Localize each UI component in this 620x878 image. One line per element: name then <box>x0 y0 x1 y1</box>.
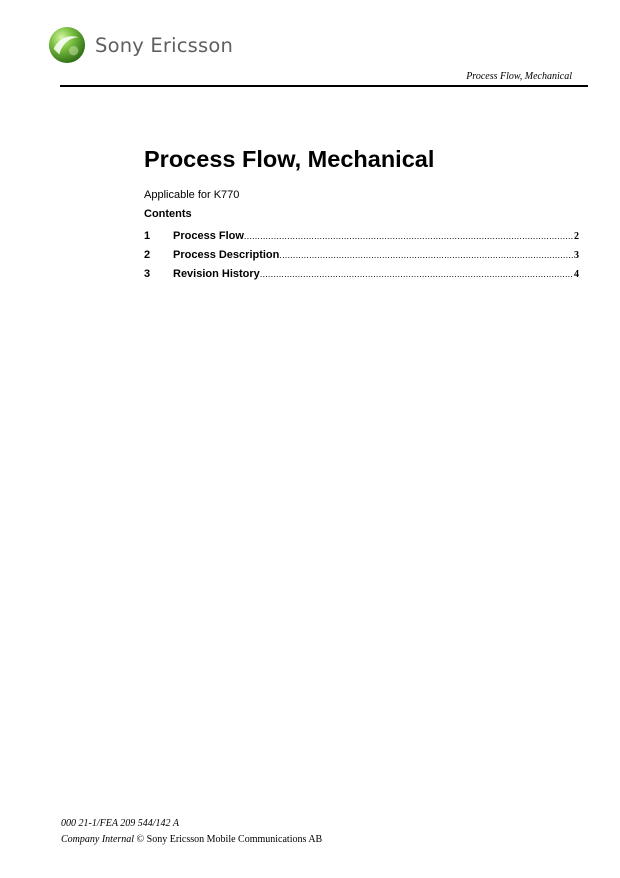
toc-title[interactable]: Revision History <box>173 268 260 280</box>
footer-classification-line <box>61 832 322 848</box>
page-footer <box>61 816 322 848</box>
toc-entry-revision-history[interactable] <box>144 268 579 287</box>
toc-leader <box>244 231 573 241</box>
document-number: 000 21-1/FEA 209 544/142 A <box>61 818 179 829</box>
table-of-contents <box>144 230 579 287</box>
toc-number: 2 <box>144 249 151 261</box>
sony-ericsson-logo <box>48 26 233 64</box>
document-title: Process Flow, Mechanical <box>144 146 435 172</box>
applicable-note: Applicable for K770 <box>144 189 240 201</box>
toc-number: 1 <box>144 230 151 242</box>
toc-page[interactable]: 4 <box>574 269 579 280</box>
copyright-symbol: © <box>136 834 145 845</box>
toc-page[interactable]: 3 <box>574 250 579 261</box>
copyright-owner: Sony Ericsson Mobile Communications AB <box>146 834 323 845</box>
toc-number: 3 <box>144 268 151 280</box>
sony-ericsson-logo-icon <box>48 26 86 64</box>
toc-leader <box>260 269 573 279</box>
header-divider <box>60 85 588 87</box>
toc-leader <box>279 250 573 260</box>
toc-title[interactable]: Process Flow <box>173 230 244 242</box>
contents-heading: Contents <box>144 208 192 220</box>
toc-entry-process-flow[interactable] <box>144 230 579 249</box>
classification: Company Internal <box>61 834 135 845</box>
running-header: Process Flow, Mechanical <box>466 71 572 82</box>
toc-title[interactable]: Process Description <box>173 249 280 261</box>
toc-page[interactable]: 2 <box>574 231 579 242</box>
brand-name: Sony Ericsson <box>95 33 234 57</box>
toc-entry-process-description[interactable] <box>144 249 579 268</box>
